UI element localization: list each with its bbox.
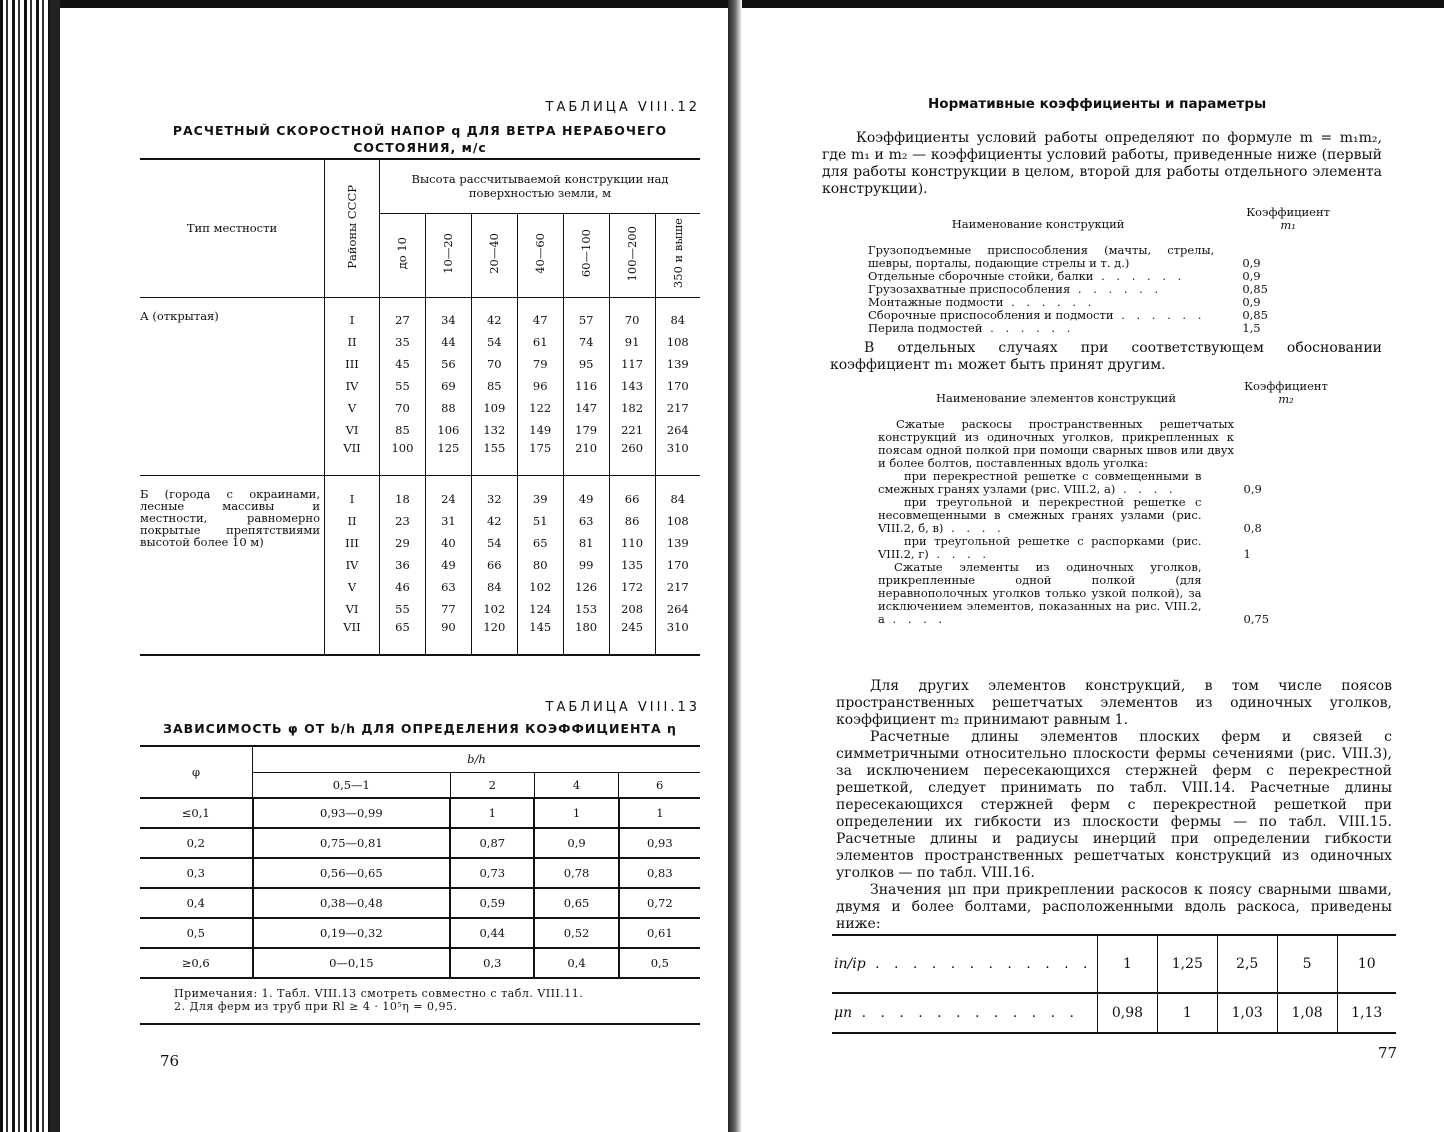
- table12-cell: 84: [670, 491, 686, 506]
- table12-cell: 310: [666, 619, 689, 634]
- table12-body: [140, 297, 700, 655]
- table12-region: I: [325, 476, 380, 510]
- list2-item-label: при треугольной решетке с распорками (рис. VIII.2, г): [878, 534, 1202, 561]
- mu-row-1: [832, 935, 1396, 993]
- table12-cell: 221: [609, 419, 655, 441]
- table12-region: VII: [325, 620, 380, 655]
- table12-cell: 84: [670, 313, 686, 328]
- paragraph-1: Коэффициенты условий работы определяют по формуле m = m₁m₂, где m₁ и m₂ — коэффициенты условий работы, приведенные ниже (первый для работы конструкции в целом, второй для работы отдельного элемента конструкции).: [822, 130, 1382, 197]
- table12-cell: 217: [666, 579, 689, 594]
- table12-cell: 110: [609, 532, 655, 554]
- list2-item-value: 0,75: [1243, 612, 1270, 626]
- list1-item-label: Грузоподъемные приспособления (мачты, стрелы, шевры, порталы, подающие стрелы и т. д.): [868, 243, 1215, 270]
- table13-phi: ≤0,1: [181, 806, 210, 820]
- table12-cell: 132: [471, 419, 517, 441]
- table12-region: I: [325, 297, 380, 331]
- table12-cell: 264: [666, 601, 689, 616]
- table12-cell: 120: [471, 620, 517, 655]
- dot-leader: . . . .: [884, 612, 947, 626]
- table12-cell: 217: [666, 401, 689, 415]
- list2-col-coef: Коэффициент: [1244, 379, 1328, 393]
- table13-phi: ≥0,6: [181, 956, 210, 970]
- table12-region: VI: [325, 419, 380, 441]
- list2-item-value: 0,9: [1243, 482, 1262, 496]
- list1-item-label: Сборочные приспособления и подмости: [868, 308, 1114, 322]
- table12-cell: 45: [380, 353, 426, 375]
- table12-cell: 56: [425, 353, 471, 375]
- table12-cell: 90: [425, 620, 471, 655]
- list2-item: [878, 496, 1338, 535]
- table12-region: II: [325, 510, 380, 532]
- table12-cell: 155: [471, 441, 517, 476]
- table12-cell: 210: [563, 441, 609, 476]
- paragraph-5: Значения μп при прикреплении раскосов к поясу сварными швами, двумя и более болтами, расположенными вдоль раскоса, приведены ниже:: [836, 882, 1392, 932]
- table13-cell: 0,65: [534, 888, 618, 918]
- mu-label: [832, 935, 1098, 993]
- list2-item-label: при треугольной и перекрестной решетке с несовмещенными в смежных гранях узлами (рис. VIII.2, б, в): [878, 495, 1202, 535]
- dot-leader: . . . . . .: [1093, 269, 1186, 283]
- table12-region: IV: [325, 554, 380, 576]
- table12-cell: 46: [380, 576, 426, 598]
- table12-cell: 124: [517, 598, 563, 620]
- table13-cell: 0,87: [450, 828, 534, 858]
- table12-cell: 108: [666, 513, 689, 528]
- table12-height-col: [380, 213, 426, 297]
- table13-cell: 0,19—0,32: [253, 918, 451, 948]
- table13-phi-header: φ: [140, 746, 253, 798]
- table13-cell: 0,3: [450, 948, 534, 978]
- list1-item-value: 0,85: [1242, 282, 1268, 296]
- list2-item: [878, 470, 1338, 496]
- table13-bh-col: 2: [450, 772, 534, 798]
- table12-cell: 49: [563, 476, 609, 510]
- table12-cell: 80: [517, 554, 563, 576]
- table12-region: VII: [325, 441, 380, 476]
- table12-cell: 117: [609, 353, 655, 375]
- mu-cell: 1,13: [1337, 993, 1396, 1033]
- list2-item-text: [878, 470, 1202, 496]
- list1-item-value: 0,9: [1242, 295, 1261, 309]
- table12-height-col: [517, 213, 563, 297]
- table13-cell: 0,56—0,65: [253, 858, 451, 888]
- table12-cell: 18: [380, 476, 426, 510]
- table12-cell: 57: [563, 297, 609, 331]
- mu-cell: 0,98: [1098, 993, 1158, 1033]
- dot-leader: . . . . . . . . . . . .: [852, 1005, 1079, 1021]
- list1-item-value: 1,5: [1242, 321, 1261, 335]
- list1-item-value: 0,9: [1242, 256, 1261, 270]
- list2-item-label: при перекрестной решетке с совмещенными в смежных гранях узлами (рис. VIII.2, а): [878, 469, 1202, 496]
- table12-cell: 47: [517, 297, 563, 331]
- list1-item-text: [868, 244, 1214, 270]
- table12-cell: 108: [666, 335, 689, 349]
- table13-phi: 0,2: [186, 836, 205, 850]
- table13-row: [140, 858, 700, 888]
- table12-height-col-label: 40—60: [533, 233, 548, 274]
- table13-row: [140, 918, 700, 948]
- table12-cell: 116: [563, 375, 609, 397]
- paragraph-4: Расчетные длины элементов плоских ферм и связей с симметричными относительно плоскости фермы сечениями (рис. VIII.3), за исключением пересекающихся стержней ферм с перекрестной решеткой, следует принимать по табл. VIII.14. Расчетные длины пересекающихся стержней ферм с перекрестной решеткой при определении их гибкости из плоскости фермы — по табл. VIII.15. Расчетные длины и радиусы инерций при определении гибкости элементов пространственных решетчатых конструкций из одиночных уголков — по табл. VIII.16.: [836, 729, 1392, 881]
- table12-cell: 77: [425, 598, 471, 620]
- table12-cell: 55: [380, 598, 426, 620]
- table13-grid: [140, 745, 700, 979]
- mu-label-text: iп/iр: [834, 956, 866, 972]
- table12-cell: 69: [425, 375, 471, 397]
- table12-cell: 81: [563, 532, 609, 554]
- table12-cell: 35: [380, 331, 426, 353]
- table12-cell: 95: [563, 353, 609, 375]
- binding-shadow: [50, 0, 60, 1132]
- table13-title: ЗАВИСИМОСТЬ φ ОТ b/h ДЛЯ ОПРЕДЕЛЕНИЯ КОЭФФИЦИЕНТА η: [163, 721, 677, 736]
- list1-item: [840, 244, 1340, 270]
- list2-col-sym: m₂: [1278, 392, 1294, 406]
- table12-terrain-header: Тип местности: [140, 159, 325, 297]
- table13-phi: 0,4: [186, 896, 205, 910]
- table12-cell: 70: [609, 297, 655, 331]
- table13-cell: 0,52: [534, 918, 618, 948]
- section-heading: Нормативные коэффициенты и параметры: [928, 96, 1267, 112]
- table12-cell: 55: [380, 375, 426, 397]
- table13-cell: 0,75—0,81: [253, 828, 451, 858]
- dot-leader: . . . . . .: [1113, 308, 1206, 322]
- table12-cell: 109: [471, 397, 517, 419]
- list2-item-text: [878, 535, 1202, 561]
- table13-cell: 0—0,15: [253, 948, 451, 978]
- dot-leader: . . . . . . . . . . . .: [865, 956, 1093, 972]
- table12-cell: 27: [380, 297, 426, 331]
- table12-regions-header: Районы СССР: [325, 159, 380, 297]
- table12-cell: 180: [563, 620, 609, 655]
- table13-row: [140, 948, 700, 978]
- table13-cell: 0,93—0,99: [253, 798, 451, 828]
- dot-leader: . . . . . .: [1070, 282, 1163, 296]
- table12-cell: 42: [471, 510, 517, 532]
- table12-height-col-label: 10—20: [441, 233, 456, 274]
- mu-cell: 1,08: [1277, 993, 1337, 1033]
- list1-col-name: Наименование конструкций: [951, 217, 1125, 231]
- table12-cell: 125: [425, 441, 471, 476]
- paragraph-3: Для других элементов конструкций, в том числе поясов пространственных решетчатых элементов из одиночных уголков, коэффициент m₂ принимают равным 1.: [836, 678, 1392, 728]
- table13-cell: 0,78: [534, 858, 618, 888]
- mu-cell: 1,03: [1217, 993, 1277, 1033]
- list1: [840, 206, 1340, 335]
- table12-cell: 79: [517, 353, 563, 375]
- book-gutter: [728, 0, 742, 1132]
- table12-cell: 135: [609, 554, 655, 576]
- table12-cell: 179: [563, 419, 609, 441]
- table13-row: [140, 828, 700, 858]
- table12-cell: 172: [609, 576, 655, 598]
- table12-region: III: [325, 353, 380, 375]
- list1-item-label: Грузозахватные приспособления: [868, 282, 1071, 296]
- table13-cell: 0,5: [619, 948, 700, 978]
- table12-height-col: [563, 213, 609, 297]
- table12-cell: 66: [609, 476, 655, 510]
- table12-cell: 63: [563, 510, 609, 532]
- table12-cell: 106: [425, 419, 471, 441]
- table12-cell: 86: [609, 510, 655, 532]
- mu-cell: 2,5: [1217, 935, 1277, 993]
- table12-height-col-label: до 10: [395, 237, 410, 270]
- table12-height-col-label: 20—40: [487, 233, 502, 274]
- dot-leader: . . . . . .: [1003, 295, 1096, 309]
- table13-cell: 0,4: [534, 948, 618, 978]
- table12-region: VI: [325, 598, 380, 620]
- list2-item-label: Сжатые элементы из одиночных уголков, прикрепленные одной полкой (для неравнополочных уголков только узкой полкой), за исключением элементов, показанных на рис. VIII.2, а: [878, 560, 1202, 626]
- page-number-right: 77: [1378, 1044, 1398, 1062]
- table12-cell: 34: [425, 297, 471, 331]
- table12-cell: 32: [471, 476, 517, 510]
- table12-group-label: Б (города с окраинами, лесные массивы и местности, равномерно покрытые препятствиями высотой более 10 м): [140, 476, 325, 655]
- table12-cell: 122: [517, 397, 563, 419]
- table12-cell: 84: [471, 576, 517, 598]
- table12-height-col: [655, 213, 700, 297]
- list1-item-label: Отдельные сборочные стойки, балки: [868, 269, 1094, 283]
- list1-item-label: Перила подмостей: [868, 321, 983, 335]
- mu-cell: 1: [1098, 935, 1158, 993]
- table12-cell: 145: [517, 620, 563, 655]
- table13-note: Примечания: 1. Табл. VIII.13 смотреть совместно с табл. VIII.11. 2. Для ферм из труб при Rl ≥ 4 · 10⁵η = 0,95.: [174, 987, 584, 1013]
- table12-region: II: [325, 331, 380, 353]
- table13-body: [140, 798, 700, 978]
- list2-item: [878, 535, 1338, 561]
- list1-item-value: 0,9: [1242, 269, 1261, 283]
- table12-cell: 70: [471, 353, 517, 375]
- table12-cell: 63: [425, 576, 471, 598]
- table13-cell: 0,38—0,48: [253, 888, 451, 918]
- dot-leader: . . . .: [928, 547, 990, 561]
- list2-col-name: Наименование элементов конструкций: [935, 391, 1176, 405]
- table12-cell: 245: [609, 620, 655, 655]
- table13-cell: 0,93: [619, 828, 700, 858]
- table12-cell: 126: [563, 576, 609, 598]
- table12-group-label: А (открытая): [140, 297, 325, 476]
- list1-items: [840, 244, 1340, 335]
- table12-cell: 175: [517, 441, 563, 476]
- table12-row: [140, 297, 700, 331]
- table13-phi: 0,5: [186, 926, 205, 940]
- table12-cell: 85: [380, 419, 426, 441]
- table13-cell: 1: [450, 798, 534, 828]
- table12-height-col: [471, 213, 517, 297]
- table12-cell: 139: [666, 357, 689, 371]
- table13-row: [140, 798, 700, 828]
- paragraph-2: В отдельных случаях при соответствующем обосновании коэффициент m₁ может быть принят другим.: [830, 340, 1382, 373]
- table12-row: [140, 476, 700, 510]
- table12-cell: 49: [425, 554, 471, 576]
- table12-cell: 42: [471, 297, 517, 331]
- table12: [140, 158, 700, 656]
- list2-item-value: 1: [1243, 547, 1251, 561]
- list2-items: [878, 470, 1338, 626]
- list1-item-label: Монтажные подмости: [868, 295, 1004, 309]
- table12-cell: 54: [471, 331, 517, 353]
- list1-col-sym: m₁: [1280, 218, 1296, 232]
- table12-cell: 65: [517, 532, 563, 554]
- table13-cell: 0,44: [450, 918, 534, 948]
- table12-cell: 96: [517, 375, 563, 397]
- table12-cell: 208: [609, 598, 655, 620]
- list1-col-coef: Коэффициент: [1246, 205, 1331, 219]
- table12-cell: 310: [655, 441, 700, 476]
- table12-height-col-label: 350 и выше: [670, 218, 685, 289]
- table13-cell: 0,73: [450, 858, 534, 888]
- table12-region: III: [325, 532, 380, 554]
- top-scan-border: [0, 0, 1444, 8]
- mu-row-2: [832, 993, 1396, 1033]
- table13-bh-col: 4: [534, 772, 618, 798]
- table12-cell: 23: [380, 510, 426, 532]
- table12-cell: 182: [609, 397, 655, 419]
- table12-grid: [140, 158, 700, 656]
- list1-item-value: 0,85: [1242, 308, 1268, 322]
- table13-phi: 0,3: [186, 866, 205, 880]
- table13: [140, 745, 700, 1025]
- dot-leader: . . . .: [1115, 482, 1177, 496]
- table12-cell: 36: [380, 554, 426, 576]
- table13-caption: ТАБЛИЦА VIII.13: [545, 700, 700, 715]
- table12-cell: 264: [666, 423, 689, 437]
- table12-height-col-label: 60—100: [579, 229, 594, 278]
- dot-leader: . . . . . .: [982, 321, 1075, 335]
- mu-table: [832, 934, 1396, 1034]
- list2-item-text: [878, 561, 1202, 626]
- table13-cell: 0,61: [619, 918, 700, 948]
- table12-cell: 29: [380, 532, 426, 554]
- table13-bh-col: 6: [619, 772, 700, 798]
- table12-cell: 66: [471, 554, 517, 576]
- table12-region: V: [325, 397, 380, 419]
- table12-cell: 39: [517, 476, 563, 510]
- table12-cell: 102: [517, 576, 563, 598]
- table12-cell: 44: [425, 331, 471, 353]
- table12-cell: 170: [666, 557, 689, 572]
- table13-bh-col: 0,5—1: [253, 772, 451, 798]
- table12-height-col: [425, 213, 471, 297]
- text-block: [836, 678, 1392, 933]
- table12-cell: 85: [471, 375, 517, 397]
- table13-cell: 0,72: [619, 888, 700, 918]
- table12-cell: 91: [609, 331, 655, 353]
- page-number-left: 76: [160, 1052, 180, 1070]
- table12-cell: 139: [666, 535, 689, 550]
- table12-cell: 65: [380, 620, 426, 655]
- mu-label-text: μп: [834, 1005, 853, 1021]
- table12-region: V: [325, 576, 380, 598]
- table12-cell: 51: [517, 510, 563, 532]
- mu-cell: 1: [1157, 993, 1217, 1033]
- table12-title: РАСЧЕТНЫЙ СКОРОСТНОЙ НАПОР q ДЛЯ ВЕТРА НЕРАБОЧЕГО СОСТОЯНИЯ, м/с: [172, 123, 668, 155]
- dot-leader: . . . .: [943, 521, 1005, 535]
- table13-cell: 0,59: [450, 888, 534, 918]
- mu-cell: 1,25: [1157, 935, 1217, 993]
- table12-cell: 61: [517, 331, 563, 353]
- mu-cell: 10: [1337, 935, 1396, 993]
- table13-row: [140, 888, 700, 918]
- list2: [878, 380, 1338, 626]
- table12-cell: 70: [380, 397, 426, 419]
- binding-edge: [0, 0, 50, 1132]
- table12-cell: 54: [471, 532, 517, 554]
- mu-label: [832, 993, 1098, 1033]
- table12-region: IV: [325, 375, 380, 397]
- table12-height-col: [609, 213, 655, 297]
- table12-height-col-label: 100—200: [625, 225, 640, 282]
- list2-item: [878, 561, 1338, 626]
- list1-item-text: [868, 322, 1214, 335]
- table13-cell: 0,9: [534, 828, 618, 858]
- table12-cell: 143: [609, 375, 655, 397]
- list1-item: [840, 322, 1340, 335]
- mu-table-grid: [832, 934, 1396, 1034]
- list2-item-value: 0,8: [1243, 521, 1262, 535]
- table12-cell: 88: [425, 397, 471, 419]
- table12-cell: 260: [609, 441, 655, 476]
- table12-caption: ТАБЛИЦА VIII.12: [545, 100, 700, 115]
- table13-bottom-rule: [140, 1023, 700, 1025]
- table12-cell: 74: [563, 331, 609, 353]
- list2-item-text: [878, 496, 1202, 535]
- table12-cell: 99: [563, 554, 609, 576]
- table12-cell: 153: [563, 598, 609, 620]
- table13-cell: 0,83: [619, 858, 700, 888]
- table13-bh-header: b/h: [253, 746, 701, 772]
- table12-cell: 40: [425, 532, 471, 554]
- table12-cell: 31: [425, 510, 471, 532]
- list2-intro: Сжатые раскосы пространственных решетчатых конструкций из одиночных уголков, прикрепленных к поясам одной полкой при помощи сварных швов или двух и более болтов, поставленных вдоль уголка:: [878, 417, 1234, 470]
- table13-cell: 1: [534, 798, 618, 828]
- table12-cell: 100: [380, 441, 426, 476]
- table13-cell: 1: [619, 798, 700, 828]
- table12-cell: 147: [563, 397, 609, 419]
- table12-cell: 170: [666, 379, 689, 393]
- table12-cell: 24: [425, 476, 471, 510]
- mu-cell: 5: [1277, 935, 1337, 993]
- table12-height-header: Высота рассчитываемой конструкции над поверхностью земли, м: [380, 159, 701, 213]
- table12-cell: 149: [517, 419, 563, 441]
- table12-cell: 102: [471, 598, 517, 620]
